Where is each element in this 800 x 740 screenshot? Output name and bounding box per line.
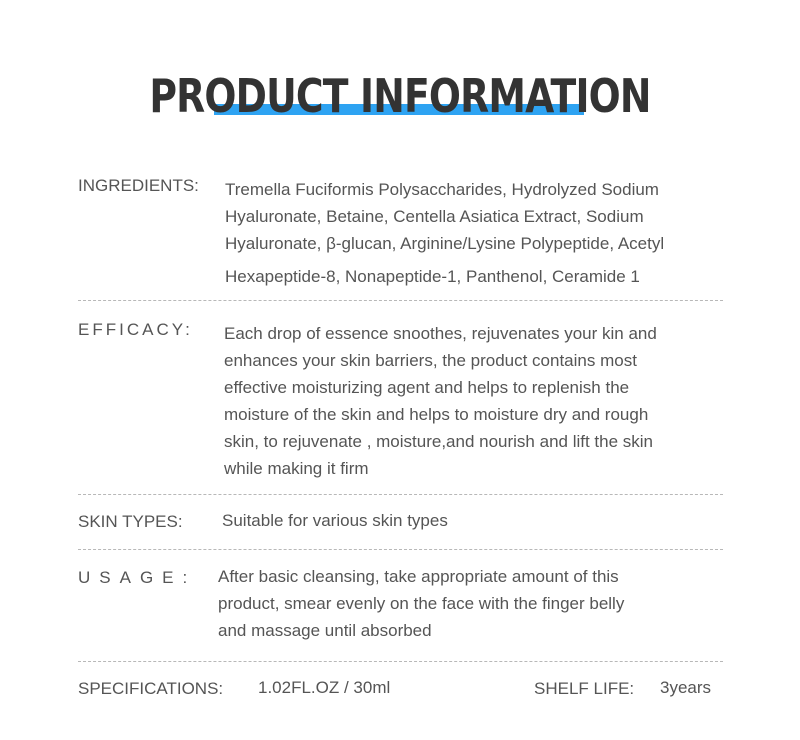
skin-types-label: SKIN TYPES:	[78, 512, 183, 531]
shelf-life-value: 3years	[660, 678, 712, 697]
efficacy-line: skin, to rejuvenate , moisture,and nourish and lift the skin	[224, 432, 654, 451]
efficacy-line: while making it firm	[224, 459, 369, 478]
efficacy-text	[224, 320, 657, 482]
usage-line: After basic cleansing, take appropriate amount of this	[218, 567, 619, 586]
page-header	[0, 70, 800, 130]
ingredients-label: INGREDIENTS:	[78, 176, 199, 195]
specifications-label: SPECIFICATIONS:	[78, 679, 224, 698]
section-divider	[78, 494, 723, 495]
ingredients-text	[225, 176, 664, 290]
specifications-value: 1.02FL.OZ / 30ml	[258, 678, 391, 697]
section-divider	[78, 300, 723, 301]
specifications-section	[78, 679, 723, 707]
efficacy-line: Each drop of essence snoothes, rejuvenates your kin and	[224, 324, 657, 343]
efficacy-line: enhances your skin barriers, the product contains most	[224, 351, 637, 370]
ingredients-line: Hyaluronate, Betaine, Centella Asiatica Extract, Sodium	[225, 207, 644, 226]
efficacy-line: effective moisturizing agent and helps to replenish the	[224, 378, 630, 397]
shelf-life-label: SHELF LIFE:	[534, 679, 635, 698]
efficacy-section	[78, 320, 723, 480]
ingredients-line: Hexapeptide-8, Nonapeptide-1, Panthenol, Ceramide 1	[225, 267, 640, 286]
usage-section	[78, 568, 723, 653]
efficacy-line: moisture of the skin and helps to moisture dry and rough	[224, 405, 649, 424]
skin-types-value: Suitable for various skin types	[222, 511, 448, 530]
skin-types-section	[78, 512, 723, 540]
ingredients-line: Hyaluronate, β-glucan, Arginine/Lysine Polypeptide, Acetyl	[225, 234, 665, 253]
usage-line: product, smear evenly on the face with the finger belly	[218, 594, 625, 613]
usage-line: and massage until absorbed	[218, 621, 432, 640]
section-divider	[78, 549, 723, 550]
ingredients-line: Tremella Fuciformis Polysaccharides, Hydrolyzed Sodium	[225, 180, 659, 199]
usage-label: USAGE:	[78, 568, 197, 587]
usage-text	[218, 563, 624, 644]
page-title: PRODUCT INFORMATION	[149, 69, 651, 123]
ingredients-section	[78, 176, 723, 286]
section-divider	[78, 661, 723, 662]
efficacy-label: EFFICACY:	[78, 320, 193, 339]
